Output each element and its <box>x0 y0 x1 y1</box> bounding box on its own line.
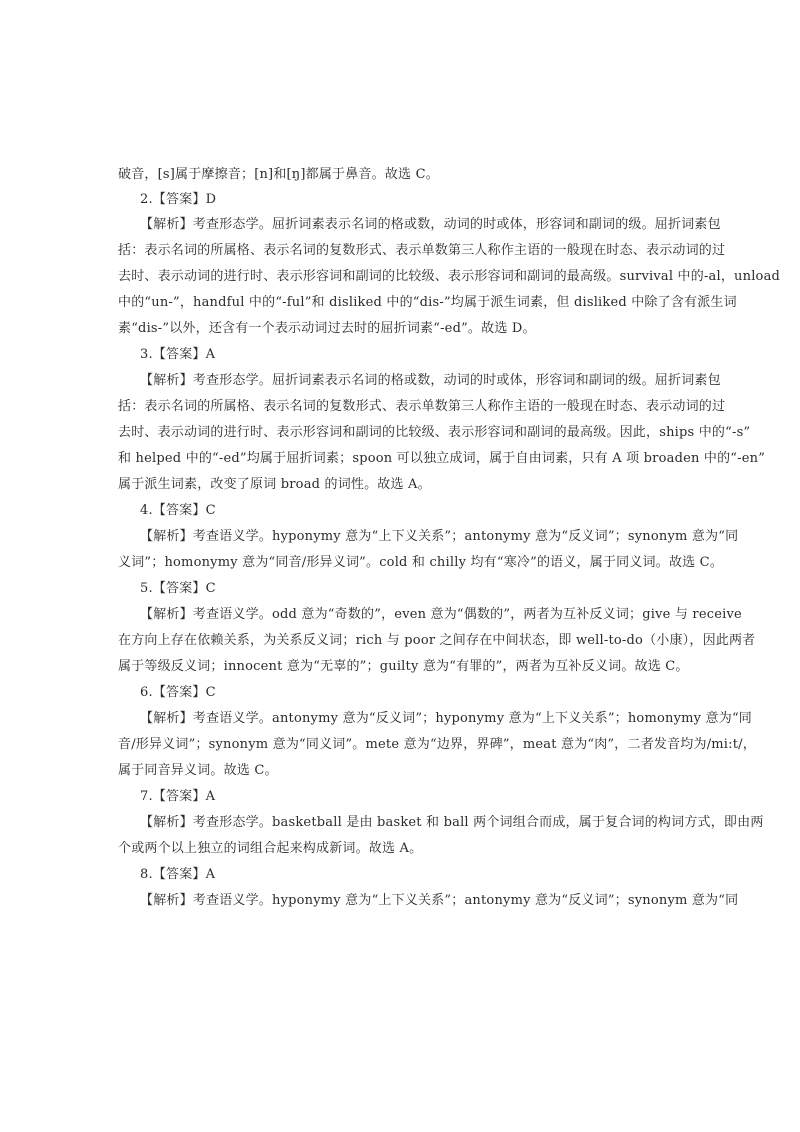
text-line: 破音，[s]属于摩擦音；[n]和[ŋ]都属于鼻音。故选 C。 <box>118 167 439 182</box>
explanation-line: 【解析】考查形态学。屈折词素表示名词的格或数，动词的时或体，形容词和副词的级。屈折词素包 <box>140 217 721 232</box>
answer-heading-5: 5.【答案】C <box>140 581 216 596</box>
text-line: 括：表示名词的所属格、表示名词的复数形式、表示单数第三人称作主语的一般现在时态、表示动词的过 <box>118 243 726 258</box>
text-line: 个或两个以上独立的词组合起来构成新词。故选 A。 <box>118 841 423 856</box>
answer-heading-2: 2.【答案】D <box>140 192 217 207</box>
answer-heading-4: 4.【答案】C <box>140 503 216 518</box>
explanation-line: 【解析】考查语义学。hyponymy 意为“上下义关系”；antonymy 意为“反义词”；synonym 意为“同 <box>140 893 739 908</box>
answer-heading-3: 3.【答案】A <box>140 347 216 362</box>
text-line: 中的“un-”，handful 中的“-ful”和 disliked 中的“dis-”均属于派生词素，但 disliked 中除了含有派生词 <box>118 295 737 310</box>
text-line: 属于等级反义词；innocent 意为“无辜的”；guilty 意为“有罪的”，两者为互补反义词。故选 C。 <box>118 659 689 674</box>
answer-heading-8: 8.【答案】A <box>140 867 216 882</box>
text-line: 属于派生词素，改变了原词 broad 的词性。故选 A。 <box>118 477 431 492</box>
explanation-line: 【解析】考查语义学。antonymy 意为“反义词”；hyponymy 意为“上下义关系”；homonymy 意为“同 <box>140 711 752 726</box>
text-line: 素“dis-”以外，还含有一个表示动词过去时的屈折词素“-ed”。故选 D。 <box>118 321 536 336</box>
text-line: 和 helped 中的“-ed”均属于屈折词素；spoon 可以独立成词，属于自由词素，只有 A 项 broaden 中的“-en” <box>118 451 766 466</box>
text-line: 去时、表示动词的进行时、表示形容词和副词的比较级、表示形容词和副词的最高级。因此，ships 中的“-s” <box>118 425 751 440</box>
answer-heading-6: 6.【答案】C <box>140 685 216 700</box>
explanation-line: 【解析】考查形态学。basketball 是由 basket 和 ball 两个词组合而成，属于复合词的构词方式，即由两 <box>140 815 764 830</box>
text-line: 去时、表示动词的进行时、表示形容词和副词的比较级、表示形容词和副词的最高级。survival 中的-al，unload <box>118 269 781 284</box>
explanation-line: 【解析】考查语义学。odd 意为“奇数的”，even 意为“偶数的”，两者为互补反义词；give 与 receive <box>140 607 742 622</box>
text-line: 音/形异义词”；synonym 意为“同义词”。mete 意为“边界，界碑”，meat 意为“肉”，二者发音均为/mi:t/， <box>118 737 756 752</box>
text-line: 属于同音异义词。故选 C。 <box>118 763 278 778</box>
answer-heading-7: 7.【答案】A <box>140 789 216 804</box>
text-line: 括：表示名词的所属格、表示名词的复数形式、表示单数第三人称作主语的一般现在时态、表示动词的过 <box>118 399 726 414</box>
explanation-line: 【解析】考查语义学。hyponymy 意为“上下义关系”；antonymy 意为“反义词”；synonym 意为“同 <box>140 529 739 544</box>
text-line: 在方向上存在依赖关系，为关系反义词；rich 与 poor 之间存在中间状态，即 well-to-do（小康），因此两者 <box>118 633 756 648</box>
explanation-line: 【解析】考查形态学。屈折词素表示名词的格或数，动词的时或体，形容词和副词的级。屈折词素包 <box>140 373 721 388</box>
text-line: 义词”；homonymy 意为“同音/形异义词”。cold 和 chilly 均有“寒冷”的语义，属于同义词。故选 C。 <box>118 555 724 570</box>
